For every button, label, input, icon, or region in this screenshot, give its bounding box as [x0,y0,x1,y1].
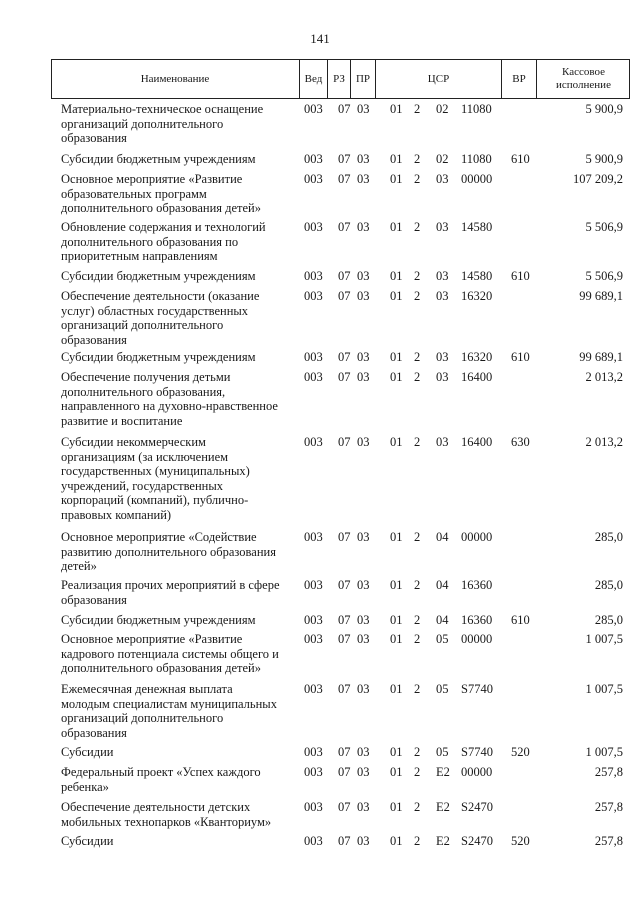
cell-rz: 07 [338,765,351,779]
cell-rz: 07 [338,269,351,283]
cell-c1: 01 [390,289,403,303]
cell-vr: 610 [511,152,530,166]
cell-c1: 01 [390,800,403,814]
cell-pr: 03 [357,102,370,116]
cell-c1: 01 [390,350,403,364]
cell-name: Обеспечение деятельности (оказание услуг) областных государственных организаций дополнительного образования [61,289,260,347]
cell-sum: 99 689,1 [579,350,623,364]
cell-rz: 07 [338,435,351,449]
cell-name: Федеральный проект «Успех каждого ребенка» [61,765,261,794]
cell-rz: 07 [338,834,351,848]
cell-c2: 2 [414,289,421,303]
cell-ved: 003 [304,152,323,166]
cell-sum: 5 506,9 [585,269,623,283]
cell-name: Субсидии [61,834,114,848]
cell-c1: 01 [390,102,403,116]
cell-ved: 003 [304,530,323,544]
cell-sum: 5 506,9 [585,220,623,234]
cell-pr: 03 [357,834,370,848]
cell-c4: 00000 [461,632,493,646]
cell-rz: 07 [338,613,351,627]
cell-c2: 2 [414,530,421,544]
cell-c4: 14580 [461,269,493,283]
cell-sum: 5 900,9 [585,102,623,116]
cell-c2: 2 [414,435,421,449]
cell-vr: 630 [511,435,530,449]
cell-c2: 2 [414,102,421,116]
cell-c4: S2470 [461,834,493,848]
cell-ved: 003 [304,370,323,384]
cell-c4: S7740 [461,682,493,696]
cell-c4: 16360 [461,613,493,627]
cell-sum: 285,0 [594,613,623,627]
cell-c3: 05 [436,745,449,759]
cell-c1: 01 [390,269,403,283]
cell-sum: 257,8 [594,765,623,779]
cell-c1: 01 [390,765,403,779]
cell-rz: 07 [338,172,351,186]
cell-sum: 285,0 [594,530,623,544]
cell-c3: 04 [436,578,449,592]
cell-ved: 003 [304,289,323,303]
cell-sum: 5 900,9 [585,152,623,166]
cell-c2: 2 [414,613,421,627]
cell-name: Основное мероприятие «Развитие кадрового потенциала системы общего и дополнительного образования детей» [61,632,279,675]
cell-c4: 00000 [461,765,493,779]
cell-name: Ежемесячная денежная выплата молодым специалистам муниципальных организаций дополнительного образования [61,682,277,740]
cell-c4: 16360 [461,578,493,592]
cell-pr: 03 [357,289,370,303]
cell-c1: 01 [390,834,403,848]
cell-sum: 2 013,2 [585,370,623,384]
cell-ved: 003 [304,765,323,779]
cell-pr: 03 [357,530,370,544]
cell-rz: 07 [338,800,351,814]
cell-sum: 1 007,5 [585,745,623,759]
cell-pr: 03 [357,370,370,384]
cell-c1: 01 [390,530,403,544]
cell-pr: 03 [357,350,370,364]
cell-c2: 2 [414,152,421,166]
cell-c4: S2470 [461,800,493,814]
cell-c4: 11080 [461,102,492,116]
cell-pr: 03 [357,220,370,234]
header-rz: РЗ [327,59,350,99]
cell-pr: 03 [357,765,370,779]
cell-c2: 2 [414,682,421,696]
cell-c1: 01 [390,220,403,234]
cell-rz: 07 [338,289,351,303]
cell-c3: E2 [436,765,450,779]
header-kassa: Кассовое исполнение [536,59,630,99]
header-ved: Вед [299,59,327,99]
cell-c2: 2 [414,350,421,364]
cell-sum: 257,8 [594,800,623,814]
cell-c3: 02 [436,152,449,166]
cell-ved: 003 [304,350,323,364]
cell-c2: 2 [414,632,421,646]
cell-name: Обеспечение деятельности детских мобильных технопарков «Кванториум» [61,800,272,829]
cell-c3: E2 [436,834,450,848]
cell-c1: 01 [390,370,403,384]
cell-ved: 003 [304,269,323,283]
cell-c4: 11080 [461,152,492,166]
cell-sum: 1 007,5 [585,682,623,696]
cell-sum: 257,8 [594,834,623,848]
cell-ved: 003 [304,745,323,759]
cell-vr: 520 [511,745,530,759]
cell-c1: 01 [390,613,403,627]
cell-c3: 03 [436,269,449,283]
cell-c3: 04 [436,613,449,627]
cell-c3: 03 [436,435,449,449]
cell-ved: 003 [304,800,323,814]
cell-ved: 003 [304,834,323,848]
cell-pr: 03 [357,578,370,592]
cell-pr: 03 [357,172,370,186]
cell-vr: 610 [511,613,530,627]
cell-pr: 03 [357,152,370,166]
cell-ved: 003 [304,632,323,646]
cell-name: Субсидии некоммерческим организациям (за исключением государственных (муниципальных) учреждений, государственных корпораций (компаний), публично-правовых компаний) [61,435,250,522]
cell-ved: 003 [304,682,323,696]
cell-ved: 003 [304,613,323,627]
cell-pr: 03 [357,745,370,759]
cell-rz: 07 [338,745,351,759]
cell-c1: 01 [390,682,403,696]
cell-name: Субсидии бюджетным учреждениям [61,269,256,283]
cell-rz: 07 [338,370,351,384]
cell-c4: 16400 [461,370,493,384]
cell-c3: 02 [436,102,449,116]
header-name: Наименование [140,72,210,85]
cell-sum: 99 689,1 [579,289,623,303]
cell-ved: 003 [304,578,323,592]
cell-pr: 03 [357,682,370,696]
cell-c2: 2 [414,370,421,384]
cell-c2: 2 [414,834,421,848]
cell-c2: 2 [414,765,421,779]
cell-c1: 01 [390,172,403,186]
cell-c1: 01 [390,745,403,759]
cell-name: Субсидии [61,745,114,759]
cell-c1: 01 [390,578,403,592]
cell-pr: 03 [357,632,370,646]
page-number: 141 [310,31,330,46]
cell-name: Обновление содержания и технологий дополнительного образования по приоритетным направлениям [61,220,266,263]
cell-c3: E2 [436,800,450,814]
cell-c4: 16320 [461,350,493,364]
cell-c4: 00000 [461,172,493,186]
cell-name: Субсидии бюджетным учреждениям [61,152,256,166]
cell-c2: 2 [414,800,421,814]
header-pr: ПР [350,59,375,99]
cell-rz: 07 [338,350,351,364]
cell-c3: 04 [436,530,449,544]
cell-ved: 003 [304,102,323,116]
cell-name: Обеспечение получения детьми дополнительного образования, направленного на духовно-нравственное развитие и воспитание [61,370,278,428]
cell-c3: 03 [436,289,449,303]
cell-c3: 03 [436,370,449,384]
cell-rz: 07 [338,152,351,166]
cell-c2: 2 [414,172,421,186]
cell-ved: 003 [304,220,323,234]
table-header [51,59,630,99]
cell-rz: 07 [338,682,351,696]
cell-c4: 16400 [461,435,493,449]
cell-name: Реализация прочих мероприятий в сфере образования [61,578,280,607]
cell-rz: 07 [338,578,351,592]
cell-c1: 01 [390,435,403,449]
cell-ved: 003 [304,435,323,449]
cell-sum: 107 209,2 [573,172,623,186]
cell-c3: 03 [436,220,449,234]
cell-rz: 07 [338,220,351,234]
cell-vr: 610 [511,350,530,364]
cell-sum: 2 013,2 [585,435,623,449]
cell-vr: 610 [511,269,530,283]
cell-c2: 2 [414,745,421,759]
cell-c2: 2 [414,269,421,283]
cell-c2: 2 [414,220,421,234]
cell-name: Субсидии бюджетным учреждениям [61,613,256,627]
cell-name: Основное мероприятие «Содействие развитию дополнительного образования детей» [61,530,276,573]
cell-pr: 03 [357,613,370,627]
cell-rz: 07 [338,632,351,646]
cell-c4: 14580 [461,220,493,234]
cell-name: Материально-техническое оснащение организаций дополнительного образования [61,102,264,145]
cell-c1: 01 [390,152,403,166]
cell-c3: 03 [436,172,449,186]
cell-c2: 2 [414,578,421,592]
header-csr: ЦСР [375,59,501,99]
cell-c3: 03 [436,350,449,364]
cell-sum: 1 007,5 [585,632,623,646]
cell-c4: 16320 [461,289,493,303]
cell-vr: 520 [511,834,530,848]
cell-pr: 03 [357,269,370,283]
cell-name: Субсидии бюджетным учреждениям [61,350,256,364]
cell-ved: 003 [304,172,323,186]
cell-name: Основное мероприятие «Развитие образовательных программ дополнительного образования детей» [61,172,261,215]
cell-pr: 03 [357,800,370,814]
cell-c3: 05 [436,682,449,696]
cell-c4: S7740 [461,745,493,759]
cell-pr: 03 [357,435,370,449]
cell-c3: 05 [436,632,449,646]
cell-sum: 285,0 [594,578,623,592]
cell-c1: 01 [390,632,403,646]
cell-rz: 07 [338,530,351,544]
cell-c4: 00000 [461,530,493,544]
header-vr: ВР [501,59,536,99]
cell-rz: 07 [338,102,351,116]
